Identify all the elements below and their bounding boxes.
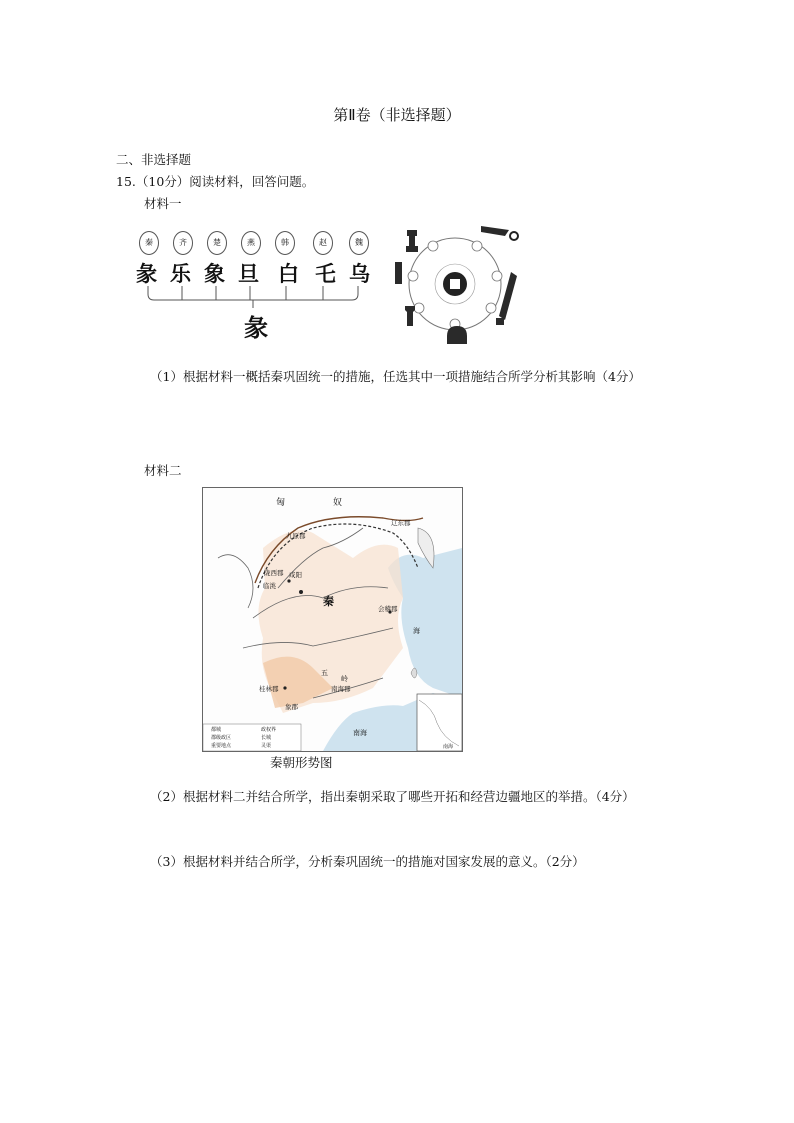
state-label: 韩: [275, 231, 295, 255]
material-two-label: 材料二: [144, 463, 182, 478]
map-label: 南海郡: [331, 685, 351, 693]
map-caption: 秦朝形势图: [270, 755, 333, 770]
legend-label: 政权界: [261, 727, 277, 733]
seal-glyph: 乌: [349, 261, 370, 286]
seal-glyph: 乇: [315, 261, 336, 286]
sub-question-1: （1）根据材料一概括秦巩固统一的措施，任选其中一项措施结合所学分析其影响（4分）: [150, 369, 641, 384]
state-label: 燕: [241, 231, 261, 255]
map-label: 南海: [353, 729, 367, 737]
material-one-label: 材料一: [144, 196, 182, 211]
seal-glyph: 旦: [238, 261, 259, 286]
sub-question-3: （3）根据材料并结合所学，分析秦巩固统一的措施对国家发展的意义。（2分）: [150, 854, 585, 869]
script-unification-figure: [130, 228, 380, 343]
map-label: 象郡: [285, 703, 298, 711]
map-label: 奴: [333, 498, 343, 508]
section-heading: 二、非选择题: [116, 152, 192, 167]
seal-glyph: 彖: [136, 261, 157, 286]
state-label: 魏: [349, 231, 369, 255]
legend-label: 灵渠: [261, 743, 272, 749]
map-label: 陇西郡: [264, 569, 284, 577]
unified-seal-glyph: 彖: [244, 313, 268, 342]
map-label: 九原郡: [286, 532, 306, 540]
sub-question-2: （2）根据材料二并结合所学，指出秦朝采取了哪些开拓和经营边疆地区的举措。（4分）: [150, 789, 635, 804]
seal-glyph: 乐: [170, 261, 191, 286]
legend-label: 重要地点: [211, 743, 232, 749]
map-label: 桂林郡: [259, 685, 279, 693]
legend-label: 郡级政区: [211, 735, 232, 741]
page-title: 第Ⅱ卷（非选择题）: [333, 106, 461, 124]
map-label: 匈: [276, 498, 286, 508]
state-label: 赵: [313, 231, 333, 255]
legend-label: 长城: [261, 735, 272, 741]
question-stem: 15.（10分）阅读材料，回答问题。: [116, 174, 315, 189]
map-drawing: [203, 488, 462, 751]
map-label: 海: [413, 627, 420, 635]
map-label: 五: [321, 669, 328, 677]
map-label: 岭: [341, 675, 348, 683]
map-label: 秦: [323, 595, 334, 608]
legend-label: 都城: [211, 727, 222, 733]
state-label: 秦: [139, 231, 159, 255]
qin-dynasty-map: [202, 487, 463, 752]
seal-glyph: 象: [204, 261, 225, 286]
currency-unification-figure: [393, 218, 525, 348]
map-label: 会稽郡: [378, 605, 398, 613]
state-label: 齐: [173, 231, 193, 255]
state-label: 楚: [207, 231, 227, 255]
map-label: 辽东郡: [391, 519, 411, 527]
map-label: 临洮: [263, 582, 276, 590]
map-label: 咸阳: [289, 571, 302, 579]
inset-label: 南海: [443, 744, 454, 750]
coin-center-label: 秦: [450, 282, 457, 290]
seal-glyph: 白: [278, 261, 299, 286]
